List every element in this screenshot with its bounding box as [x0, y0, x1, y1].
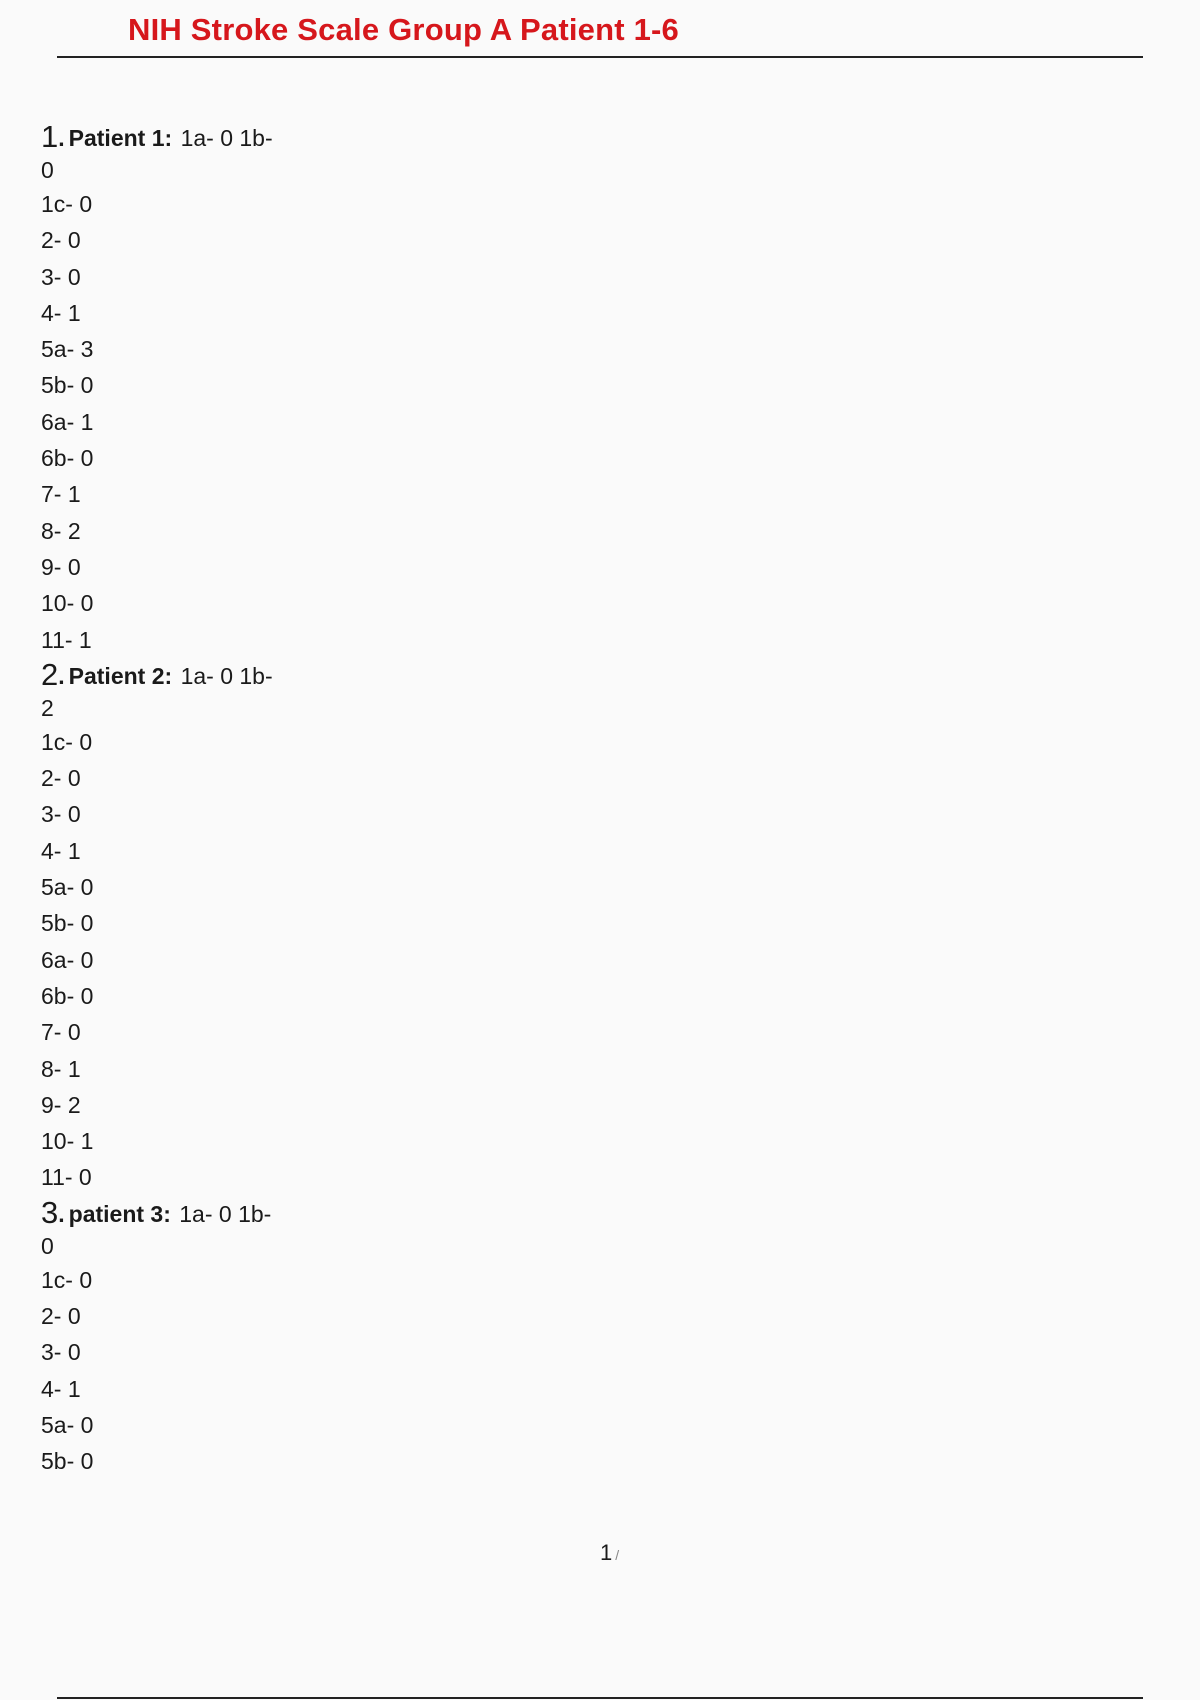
- score-item: 2- 0: [41, 765, 81, 792]
- score-item: 6b- 0: [41, 982, 94, 1009]
- score-item: 3- 0: [41, 263, 81, 290]
- footer-divider: [57, 1697, 1143, 1699]
- score-1a-1b: 1a- 0 1b-: [180, 662, 273, 689]
- score-list: [41, 186, 441, 658]
- score-list: [41, 1262, 441, 1480]
- score-item: 5a- 0: [41, 874, 94, 901]
- score-item: 8- 2: [41, 517, 81, 544]
- score-item: 10- 0: [41, 590, 94, 617]
- score-item: 1c- 0: [41, 1266, 93, 1293]
- score-item: 7- 0: [41, 1019, 81, 1046]
- patient-block-1: [41, 120, 441, 658]
- page-number: [600, 1540, 619, 1566]
- score-1b-value: 0: [41, 157, 54, 183]
- score-item: 4- 1: [41, 837, 81, 864]
- score-item: 6a- 1: [41, 408, 94, 435]
- score-item: 5b- 0: [41, 910, 94, 937]
- patient-heading: [41, 120, 441, 154]
- patient-label: patient 3:: [68, 1200, 171, 1227]
- score-item: 9- 2: [41, 1091, 81, 1118]
- score-1b-value: 0: [41, 1232, 54, 1259]
- score-item: 8- 1: [41, 1055, 81, 1082]
- page-separator: /: [615, 1547, 620, 1563]
- patient-list: [41, 120, 441, 1480]
- score-1a-1b: 1a- 0 1b-: [180, 125, 273, 151]
- score-item: 4- 1: [41, 299, 81, 326]
- patient-heading: [41, 658, 441, 692]
- score-item: 1c- 0: [41, 191, 93, 217]
- score-item: 7- 1: [41, 481, 81, 508]
- score-item: 5a- 0: [41, 1411, 94, 1438]
- score-item: 2- 0: [41, 1303, 81, 1330]
- score-item: 2- 0: [41, 227, 81, 254]
- score-item: 11- 0: [41, 1164, 92, 1191]
- score-item: 9- 0: [41, 553, 81, 580]
- score-1a-1b: 1a- 0 1b-: [179, 1200, 272, 1227]
- score-item: 10- 1: [41, 1128, 94, 1155]
- patient-label: Patient 2:: [68, 662, 173, 689]
- patient-number: 1: [41, 119, 59, 154]
- score-item: 6a- 0: [41, 946, 94, 973]
- list-marker-dot: .: [58, 1200, 65, 1227]
- header-divider: [57, 56, 1143, 58]
- document-title: NIH Stroke Scale Group A Patient 1-6: [128, 12, 679, 47]
- score-item: 11- 1: [41, 626, 92, 653]
- patient-number: 3: [41, 1194, 59, 1230]
- score-item: 3- 0: [41, 1339, 81, 1366]
- score-item: 5a- 3: [41, 336, 94, 363]
- score-item: 5b- 0: [41, 372, 94, 399]
- score-item: 4- 1: [41, 1375, 81, 1402]
- list-marker-dot: .: [58, 125, 65, 151]
- score-1b-value: 2: [41, 694, 54, 721]
- patient-block-3: [41, 1196, 441, 1480]
- list-marker-dot: .: [58, 662, 65, 689]
- score-item: 3- 0: [41, 801, 81, 828]
- score-item: 1c- 0: [41, 728, 93, 755]
- patient-block-2: [41, 658, 441, 1196]
- patient-heading: [41, 1196, 441, 1230]
- patient-number: 2: [41, 656, 59, 692]
- score-list: [41, 724, 441, 1196]
- score-item: 6b- 0: [41, 445, 94, 472]
- page-number-value: 1: [600, 1540, 613, 1565]
- patient-label: Patient 1:: [68, 125, 173, 151]
- score-item: 5b- 0: [41, 1448, 94, 1475]
